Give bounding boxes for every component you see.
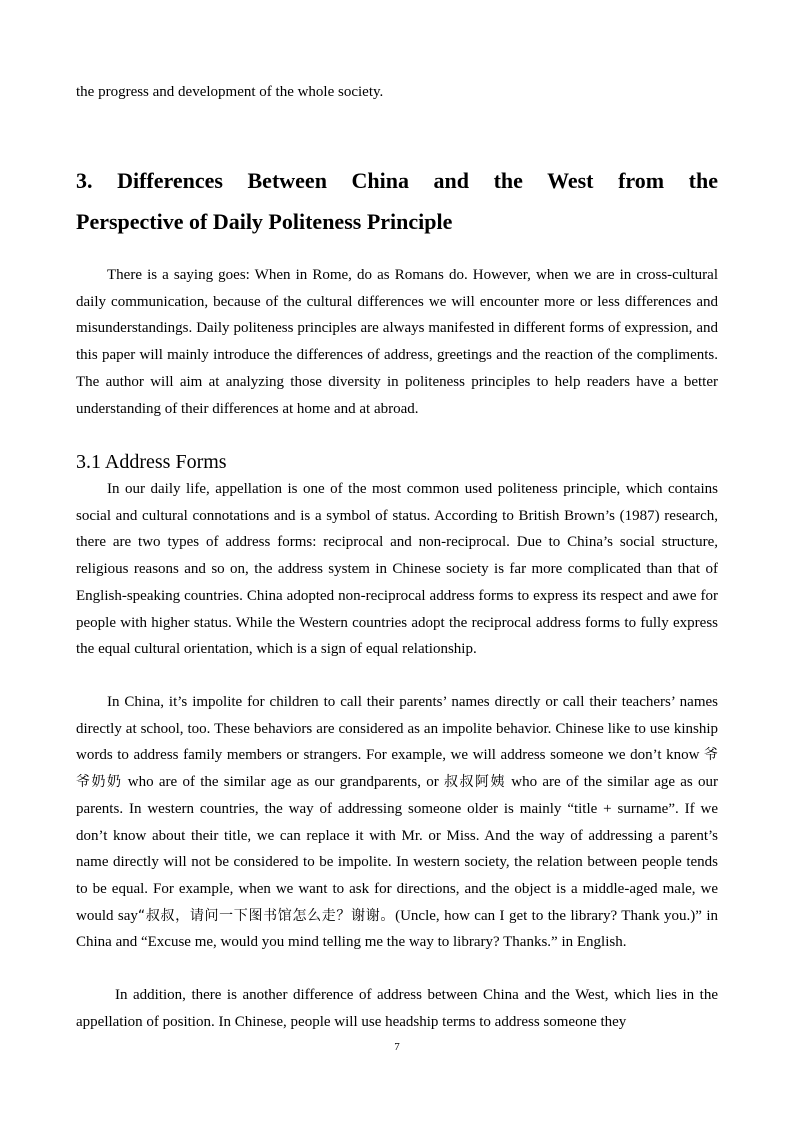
address-paragraph-2-text-d: (Uncle, how can I get to the library? Thank you.)” in China and “Excuse me, would you mind telling me the way to library? Thanks.” in English. [76,907,718,951]
intro-paragraph: There is a saying goes: When in Rome, do as Romans do. However, when we are in cross-cultural daily communication, because of the cultural differences we will encounter more or less differences and misunderstandings. Daily politeness principles are always manifested in different forms of expression, and this paper will mainly introduce the differences of address, greetings and the reaction of the compliments. The author will aim at analyzing those diversity in politeness principles to help readers have a better understanding of their differences at home and at abroad. [76,267,718,417]
document-page [76,0,718,1122]
address-paragraph-3: In addition, there is another difference of address between China and the West, which lies in the appellation of position. In Chinese, people will use headship terms to address someone they [76,987,718,1030]
address-paragraph-2-text-a: In China, it’s impolite for children to call their parents’ names directly or call their teachers’ names directly at school, too. These behaviors are considered as an impolite behavior. Chinese like to use kinship words to address family members or strangers. For example, we will address someone we don’t know [76,694,718,764]
chinese-example-sentence: “叔叔，请问一下图书馆怎么走？谢谢。 [137,907,396,924]
section-heading [76,160,718,242]
chinese-term-grandparents: 爷爷奶奶 [76,747,718,791]
continued-paragraph-line: the progress and development of the whole society. [76,84,384,100]
section-heading-line-1: 3. Differences Between China and the West from the [76,168,718,193]
address-paragraph-2-text-b: who are of the similar age as our grandparents, or [122,774,444,791]
address-paragraph-2 [76,689,718,956]
chinese-term-uncle-aunt: 叔叔阿姨 [444,774,507,791]
subsection-title: 3.1 Address Forms [76,451,227,473]
address-paragraph-2-text-c: who are of the similar age as our parents. In western countries, the way of addressing someone older is mainly “title + surname”. If we don’t know about their title, we can replace it with Mr. or Miss. And the way of addressing a parent’s name directly will not be considered to be impolite. In western society, the relation between people tends to be equal. For example, when we want to ask for directions, and the object is a middle-aged male, we would say [76,774,719,924]
page-number: 7 [394,1041,400,1053]
section-heading-line-2: Perspective of Daily Politeness Principle [76,209,453,234]
address-paragraph-1: In our daily life, appellation is one of the most common used politeness principle, which contains social and cultural connotations and is a symbol of status. According to British Brown’s (1987) research, there are two types of address forms: reciprocal and non-reciprocal. Due to China’s social structure, religious reasons and so on, the address system in Chinese society is far more complicated than that of English-speaking countries. China adopted non-reciprocal address forms to express its respect and awe for people with higher status. While the Western countries adopt the reciprocal address forms to fully express the equal cultural orientation, which is a sign of equal relationship. [76,481,718,658]
